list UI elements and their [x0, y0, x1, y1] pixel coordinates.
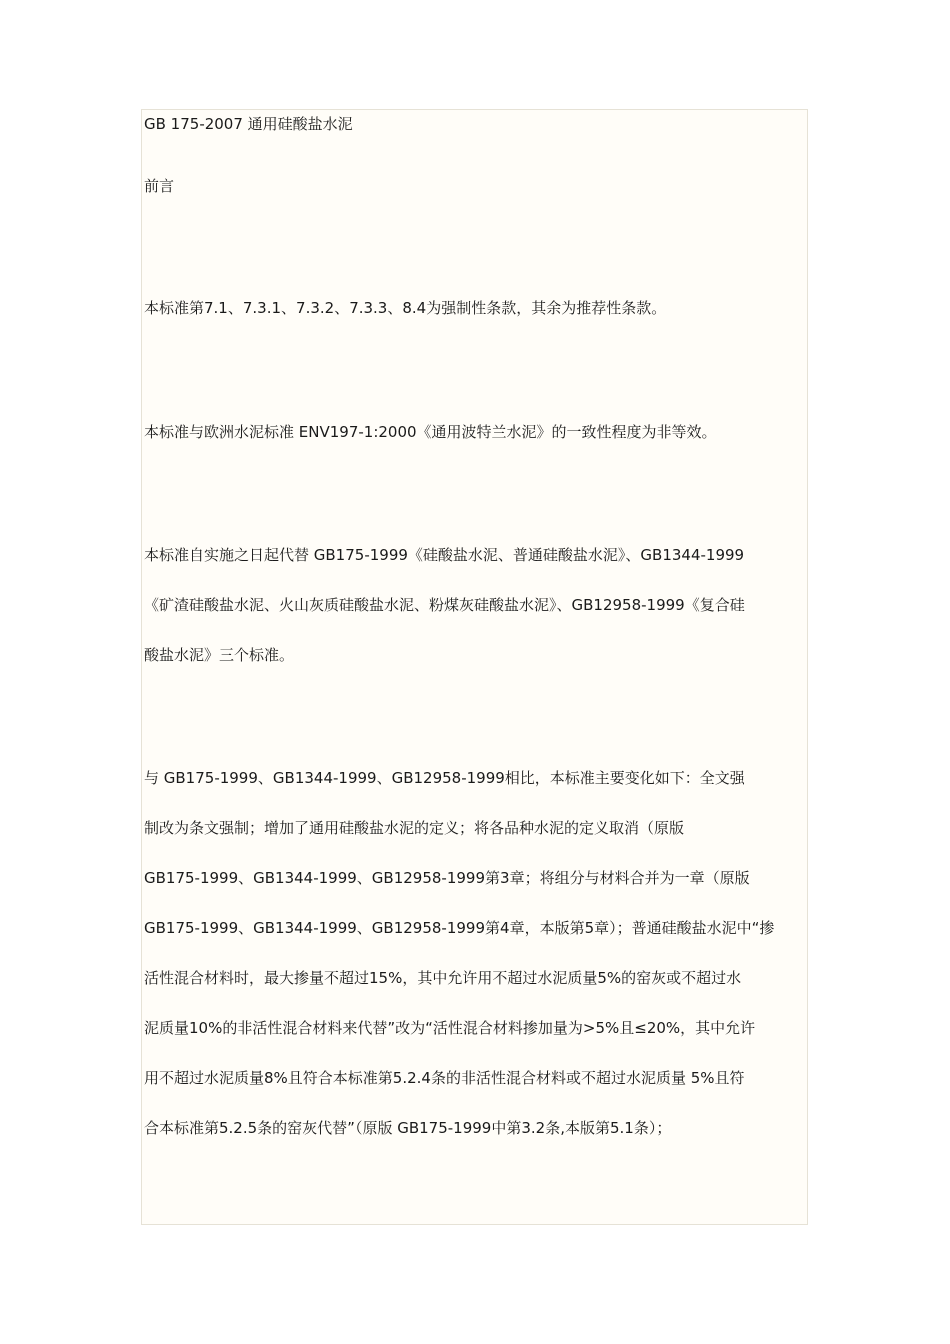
paragraph-3-line-3: 酸盐水泥》三个标准。	[144, 646, 295, 664]
paragraph-4-line-4: GB175-1999、GB1344-1999、GB12958-1999第4章，本版第5章）；普通硅酸盐水泥中“掺	[144, 919, 775, 937]
paragraph-4-line-2: 制改为条文强制；增加了通用硅酸盐水泥的定义；将各品种水泥的定义取消（原版	[144, 819, 685, 837]
paragraph-4-line-5: 活性混合材料时，最大掺量不超过15%，其中允许用不超过水泥质量5%的窑灰或不超过水	[144, 969, 742, 987]
paragraph-4-line-3: GB175-1999、GB1344-1999、GB12958-1999第3章；将组分与材料合并为一章（原版	[144, 869, 750, 887]
section-heading-preface: 前言	[144, 177, 175, 195]
paragraph-1-line-1: 本标准第7.1、7.3.1、7.3.2、7.3.3、8.4为强制性条款，其余为推荐性条款。	[144, 299, 667, 317]
paragraph-2-line-1: 本标准与欧洲水泥标准 ENV197-1:2000《通用波特兰水泥》的一致性程度为非等效。	[144, 423, 717, 441]
paragraph-4-line-8: 合本标准第5.2.5条的窑灰代替”（原版 GB175-1999中第3.2条,本版第5.1条）；	[144, 1119, 672, 1137]
paragraph-4-line-7: 用不超过水泥质量8%且符合本标准第5.2.4条的非活性混合材料或不超过水泥质量 5%且符	[144, 1069, 745, 1087]
document-title: GB 175-2007 通用硅酸盐水泥	[144, 115, 353, 133]
paragraph-4-line-6: 泥质量10%的非活性混合材料来代替”改为“活性混合材料掺加量为>5%且≤20%，其中允许	[144, 1019, 756, 1037]
paragraph-3-line-1: 本标准自实施之日起代替 GB175-1999《硅酸盐水泥、普通硅酸盐水泥》、GB1344-1999	[144, 546, 745, 564]
document-page	[141, 109, 808, 1225]
paragraph-4-line-1: 与 GB175-1999、GB1344-1999、GB12958-1999相比，本标准主要变化如下：全文强	[144, 769, 745, 787]
paragraph-3-line-2: 《矿渣硅酸盐水泥、火山灰质硅酸盐水泥、粉煤灰硅酸盐水泥》、GB12958-1999《复合硅	[144, 596, 745, 614]
